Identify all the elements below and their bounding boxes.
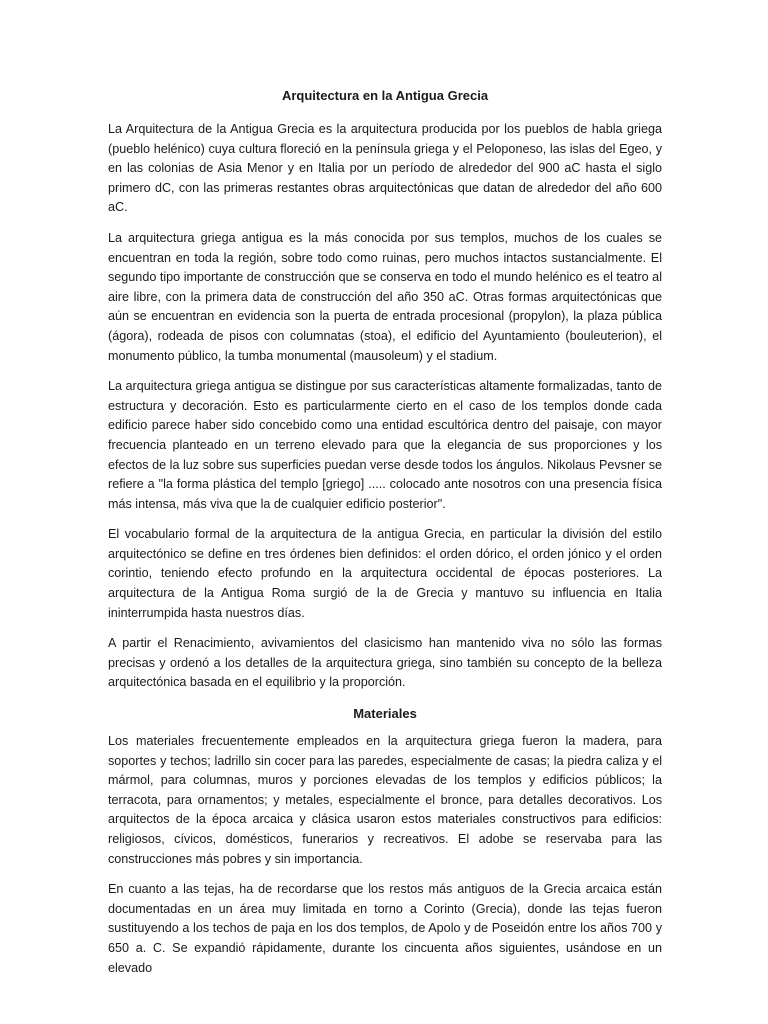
document-title: Arquitectura en la Antigua Grecia [281,88,489,103]
document-page [108,86,662,989]
paragraph: La arquitectura griega antigua se distingue por sus características altamente formalizadas, tanto de estructura y decoración. Esto es particularmente cierto en el caso de los templos donde cada edificio parece haber sido concebido como una entidad escultórica dentro del paisaje, con mayor frecuencia planteado en un terreno elevado para que la elegancia de sus proporciones y los efectos de la luz sobre sus superficies puedan verse desde todos los ángulos. Nikolaus Pevsner se refiere a "la forma plástica del templo [griego] ..... colocado ante nosotros con una presencia física más intensa, más viva que la de cualquier edificio posterior". [108,379,662,511]
paragraph: En cuanto a las tejas, ha de recordarse que los restos más antiguos de la Grecia arcaica están documentadas en un área muy limitada en torno a Corinto (Grecia), donde las tejas fueron sustituyendo a los techos de paja en los dos templos, de Apolo y de Poseidón entre los años 700 y 650 a. C. Se expandió rápidamente, durante los cincuenta años siguientes, usándose en un elevado [108,882,662,975]
paragraph: Los materiales frecuentemente empleados en la arquitectura griega fueron la madera, para soportes y techos; ladrillo sin cocer para las paredes, especialmente de casas; la piedra caliza y el mármol, para columnas, muros y porciones elevadas de los templos y edificios públicos; la terracota, para ornamentos; y metales, especialmente el bronce, para detalles decorativos. Los arquitectos de la época arcaica y clásica usaron estos materiales constructivos para edificios: religiosos, cívicos, domésticos, funerarios y recreativos. El adobe se reservaba para las construcciones más pobres y sin importancia. [108,734,662,866]
paragraph: La arquitectura griega antigua es la más conocida por sus templos, muchos de los cuales se encuentran en toda la región, sobre todo como ruinas, pero muchos intactos sustancialmente. El segundo tipo importante de construcción que se conserva en todo el mundo helénico es el teatro al aire libre, con la primera data de construcción del año 350 aC. Otras formas arquitectónicas que aún se encuentran en evidencia son la puerta de entrada procesional (propylon), la plaza pública (ágora), rodeada de pisos con columnatas (stoa), el edificio del Ayuntamiento (bouleuterion), el monumento público, la tumba monumental (mausoleum) y el stadium. [108,230,662,363]
section-title: Materiales [353,706,417,722]
paragraph: A partir el Renacimiento, avivamientos del clasicismo han mantenido viva no sólo las formas precisas y ordenó a los detalles de la arquitectura griega, sino también su concepto de la belleza arquitectónica basada en el equilibrio y la proporción. [108,636,662,690]
paragraph: La Arquitectura de la Antigua Grecia es la arquitectura producida por los pueblos de habla griega (pueblo helénico) cuya cultura floreció en la península griega y el Peloponeso, las islas del Egeo, y en las colonias de Asia Menor y en Italia por un período de alrededor del 900 aC hasta el siglo primero dC, con las primeras restantes obras arquitectónicas que datan de alrededor del año 600 aC. [108,122,662,215]
paragraph: El vocabulario formal de la arquitectura de la antigua Grecia, en particular la división del estilo arquitectónico se define en tres órdenes bien definidos: el orden dórico, el orden jónico y el orden corintio, teniendo efecto profundo en la arquitectura occidental de épocas posteriores. La arquitectura de la Antigua Roma surgió de la de Grecia y mantuvo su influencia en Italia ininterrumpida hasta nuestros días. [108,527,662,620]
